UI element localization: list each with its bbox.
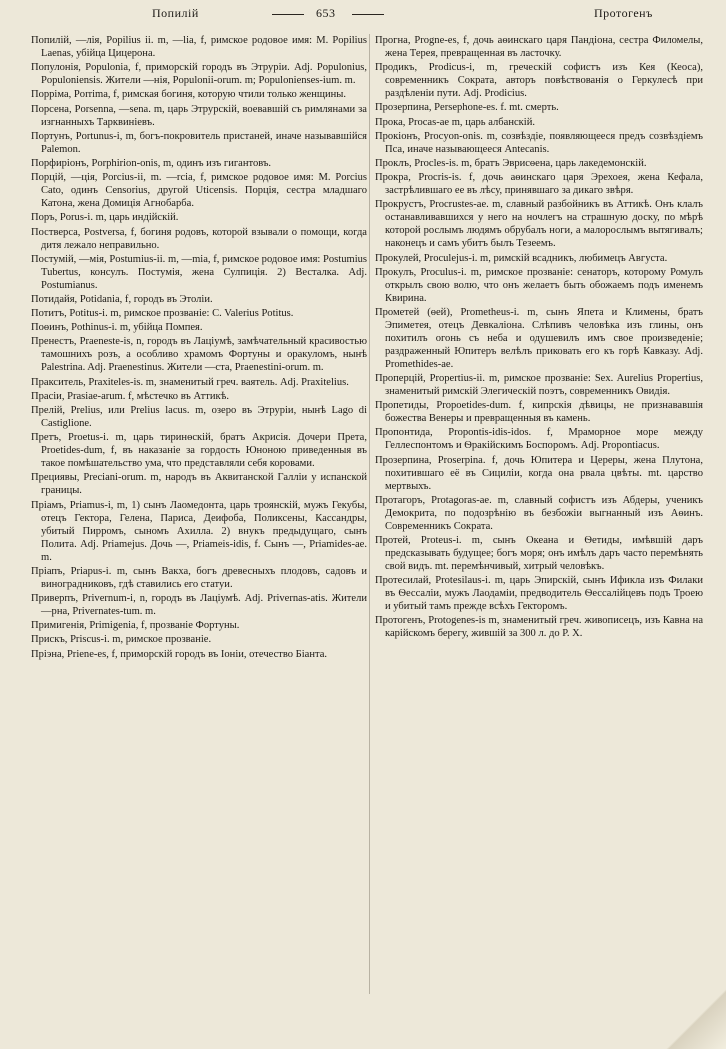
header-right-word: Протогенъ [594,6,653,20]
dictionary-entry: Поръ, Porus-i. m, царь индійскій. [31,212,179,224]
dictionary-entry: Пріапъ, Priapus-i. m, сынъ Вакха, богъ древесныхъ плодовъ, садовъ и виноградниковъ, гдѣ ставились его статуи. [31,565,367,590]
dictionary-entry: Пракситель, Praxiteles-is. m, знаменитый греч. ваятель. Adj. Praxitelius. [31,376,349,388]
dictionary-entry: Протесилай, Protesilaus-i. m, царь Эпирскій, сынъ Ификла изъ Филаки въ Ѳессаліи, мужъ Лаодаміи, предводитель Ѳессалійцевъ подъ Троею и убитый тамъ прежде всѣхъ Гекторомъ. [375,575,703,613]
header-dash-right [352,14,384,15]
dictionary-entry: Пріэна, Priene-es, f, приморскій городъ въ Іоніи, отечество Біанта. [31,648,328,660]
dictionary-entry: Прокрустъ, Procrustes-ae. m, славный разбойникъ въ Аттикѣ. Онъ клалъ останавливавшихся у него на ночлегъ на страшную доску, по мѣрѣ которой рослымъ людямъ обрубалъ ноги, а малорослымъ вытягивалъ; наконецъ и самъ убитъ былъ Тезеемъ. [375,199,703,250]
dictionary-entry: Поѳинъ, Pothinus-i. m, убійца Помпея. [31,322,203,334]
dictionary-entry: Прокулъ, Proculus-i. m, римское прозваніе: сенаторъ, которому Ромулъ открылъ свою волю, что онъ желаетъ быть обожаемъ подъ именемъ Квирина. [375,266,703,304]
dictionary-entry: Прелій, Prelius, или Prelius lacus. m, озеро въ Этруріи, нынѣ Lago di Castiglione. [31,405,367,429]
dictionary-entry: Постверса, Postversa, f, богиня родовъ, которой взывали о помощи, когда дитя лежало неправильно. [31,226,367,251]
header-left-word: Попилій [152,6,199,20]
dictionary-entry: Проперцій, Propertius-ii. m, римское прозваніе: Sex. Aurelius Propertius, знаменитый римскій Элегическій поэтъ, современникъ Овидія. [375,373,703,398]
dictionary-entry: Потитъ, Potitus-i. m, римское прозваніе: C. Valerius Potitus. [31,308,294,320]
dictionary-entry: Прозерпина, Persephone-es. f. mt. смерть. [375,102,559,114]
right-column [375,34,703,642]
dictionary-entry: Прозерпина, Proserpina. f, дочь Юпитера и Цереры, жена Плутона, похитившаго её въ Сициліи, когда она рвала цвѣты. mt. царство мертвыхъ. [375,454,703,492]
dictionary-entry: Протей, Proteus-i. m, сынъ Океана и Ѳетиды, имѣвшій даръ предсказывать будущее; богъ моря; онъ имѣлъ даръ часто перемѣнять свой видъ. mt. перемѣнчивый, хитрый человѣкъ. [375,535,703,572]
dictionary-entry: Протагоръ, Protagoras-ae. m, славный софистъ изъ Абдеры, ученикъ Демокрита, по подозрѣнію въ безбожіи выгнанный изъ Аѳинъ. Современникъ Сократа. [375,494,703,532]
dictionary-entry: Порріма, Porrima, f, римская богиня, которую чтили только женщины. [31,89,347,101]
dictionary-entry: Потидайя, Potidania, f, городъ въ Этоліи. [31,293,213,305]
header-dash-left [272,14,304,15]
page-number: 653 [316,6,336,20]
column-divider [369,34,370,994]
dictionary-entry: Порфиріонъ, Porphirion-onis, m, одинъ изъ гигантовъ. [31,157,272,169]
dictionary-entry: Проклъ, Procles-is. m, братъ Эврисѳена, царь лакедемонскій. [375,157,647,169]
dictionary-entry: Продикъ, Prodicus-i, m, греческій софистъ изъ Кея (Кеоса), современникъ Сократа, авторъ повѣствованія о Геркулесѣ при раздѣленіи пути. Adj. Prodicius. [375,62,703,100]
dictionary-entry: Примигенія, Primigenia, f, прозваніе Фортуны. [31,620,240,632]
dictionary-entry: Прискъ, Priscus-i. m, римское прозваніе. [31,634,212,646]
dictionary-entry: Прогна, Progne-es, f, дочь аѳинскаго царя Пандіона, сестра Филомелы, жена Терея, превращенная въ ласточку. [375,35,703,59]
dictionary-entry: Попилій, —лія, Popilius ii. m, —lia, f, римское родовое имя: M. Popilius Laenas, убійца Цицерона. [31,35,367,59]
dictionary-entry: Прокра, Procris-is. f, дочь аѳинскаго царя Эрехоея, жена Кефала, застрѣлившаго ее въ лѣсу, принявшаго за дикаго звѣря. [375,172,703,197]
dictionary-entry: Пренестъ, Praeneste-is, n, городъ въ Лаціумѣ, замѣчательный красивостью тамошнихъ розъ, а особливо храмомъ Фортуны и оракуломъ, нынѣ Palestrina. Adj. Praenestinus. Жители —ста, Praenestini-orum. m. [31,336,367,374]
dictionary-entry: Портунъ, Portunus-i, m, богъ-покровитель пристаней, иначе называвшійся Palemon. [31,130,367,155]
dictionary-entry: Протогенъ, Protogenes-is m, знаменитый греч. живописецъ, изъ Кавна на карійскомъ берегу, жившій за 300 л. до Р. Х. [375,615,703,640]
dictionary-entry: Прока, Procas-ae m, царь албанскій. [375,116,535,128]
dictionary-entry: Пропетиды, Propoetides-dum. f, кипрскія дѣвицы, не признававшія божества Венеры и превращенныя въ камень. [375,400,703,425]
dictionary-entry: Прокулей, Proculejus-i. m, римскій всадникъ, любимецъ Августа. [375,252,668,264]
dictionary-entry: Пріамъ, Priamus-i, m, 1) сынъ Лаомедонта, царь троянскій, мужъ Гекубы, отецъ Гектора, Гелена, Париса, Деифоба, Поликсены, Кассандры, убитый Пирромъ, сыномъ Ахилла. 2) внукъ предыдущаго, сынъ Полита. Adj. Priamejus. Дочь —, Priameis-idis, f. Сынъ —, Priamides-ae. m. [31,499,367,563]
left-column [31,34,367,662]
dictionary-entry: Постумій, —мія, Postumius-ii. m, —mia, f, римское родовое имя: Postumius Tubertus, консулъ. Постумія, жена Сулпиція. 2) Весталка. Adj. Postumianus. [31,253,367,291]
dictionary-entry: Приверпъ, Privernum-i, n, городъ въ Лаціумѣ. Adj. Privernas-atis. Жители —рна, Privernates-tum. m. [31,592,367,617]
page-corner-curl [646,979,726,1049]
dictionary-entry: Популонія, Populonia, f, приморскій городъ въ Этруріи. Adj. Populonius, Populoniensis. Жители —нія, Populonii-orum. m; Populonienses-ium. m. [31,62,367,87]
dictionary-entry: Порсена, Porsenna, —sena. m, царь Этрурскій, воевавшій съ римлянами за изгнанныхъ Тарквиніевъ. [31,103,367,128]
dictionary-entry: Пропонтида, Propontis-idis-idos. f, Мраморное море между Геллеспонтомъ и Ѳракійскимъ Боспоромъ. Adj. Propontiacus. [375,427,703,452]
dictionary-entry: Претъ, Proetus-i. m, царь тиринѳскій, братъ Акрисія. Дочери Прета, Proetides-dum, f, въ наказаніе за гордость Юноною приведенныя въ такое помѣшательство ума, что представляли себя коровами. [31,432,367,470]
dictionary-entry: Прециявы, Preciani-orum. m, народъ въ Аквитанской Галліи у испанской границы. [31,472,367,497]
dictionary-entry: Прасіи, Prasiae-arum. f, мѣстечко въ Аттикѣ. [31,390,229,402]
dictionary-entry: Порцій, —ція, Porcius-ii, m. —rcia, f, римское родовое имя: M. Porcius Cato, одинъ Censorius, другой Uticensis. Порція, сестра младшаго Катона, жена Домиція Агнобарба. [31,172,367,210]
dictionary-entry: Прокіонъ, Procyon-onis. m, созвѣздіе, появляющееся предъ созвѣздіемъ Пса, иначе называющееся Antecanis. [375,130,703,155]
dictionary-entry: Прометей (ѳей), Prometheus-i. m, сынъ Япета и Климены, братъ Эпиметея, отецъ Девкаліона. Слѣпивъ человѣка изъ глины, онъ похитилъ огонь съ неба и одушевилъ имъ свое произведеніе; раздраженный Юпитеръ велѣлъ приковать его къ горѣ Кавказу. Adj. Promethides-ae. [375,306,703,370]
page-header [34,4,694,24]
